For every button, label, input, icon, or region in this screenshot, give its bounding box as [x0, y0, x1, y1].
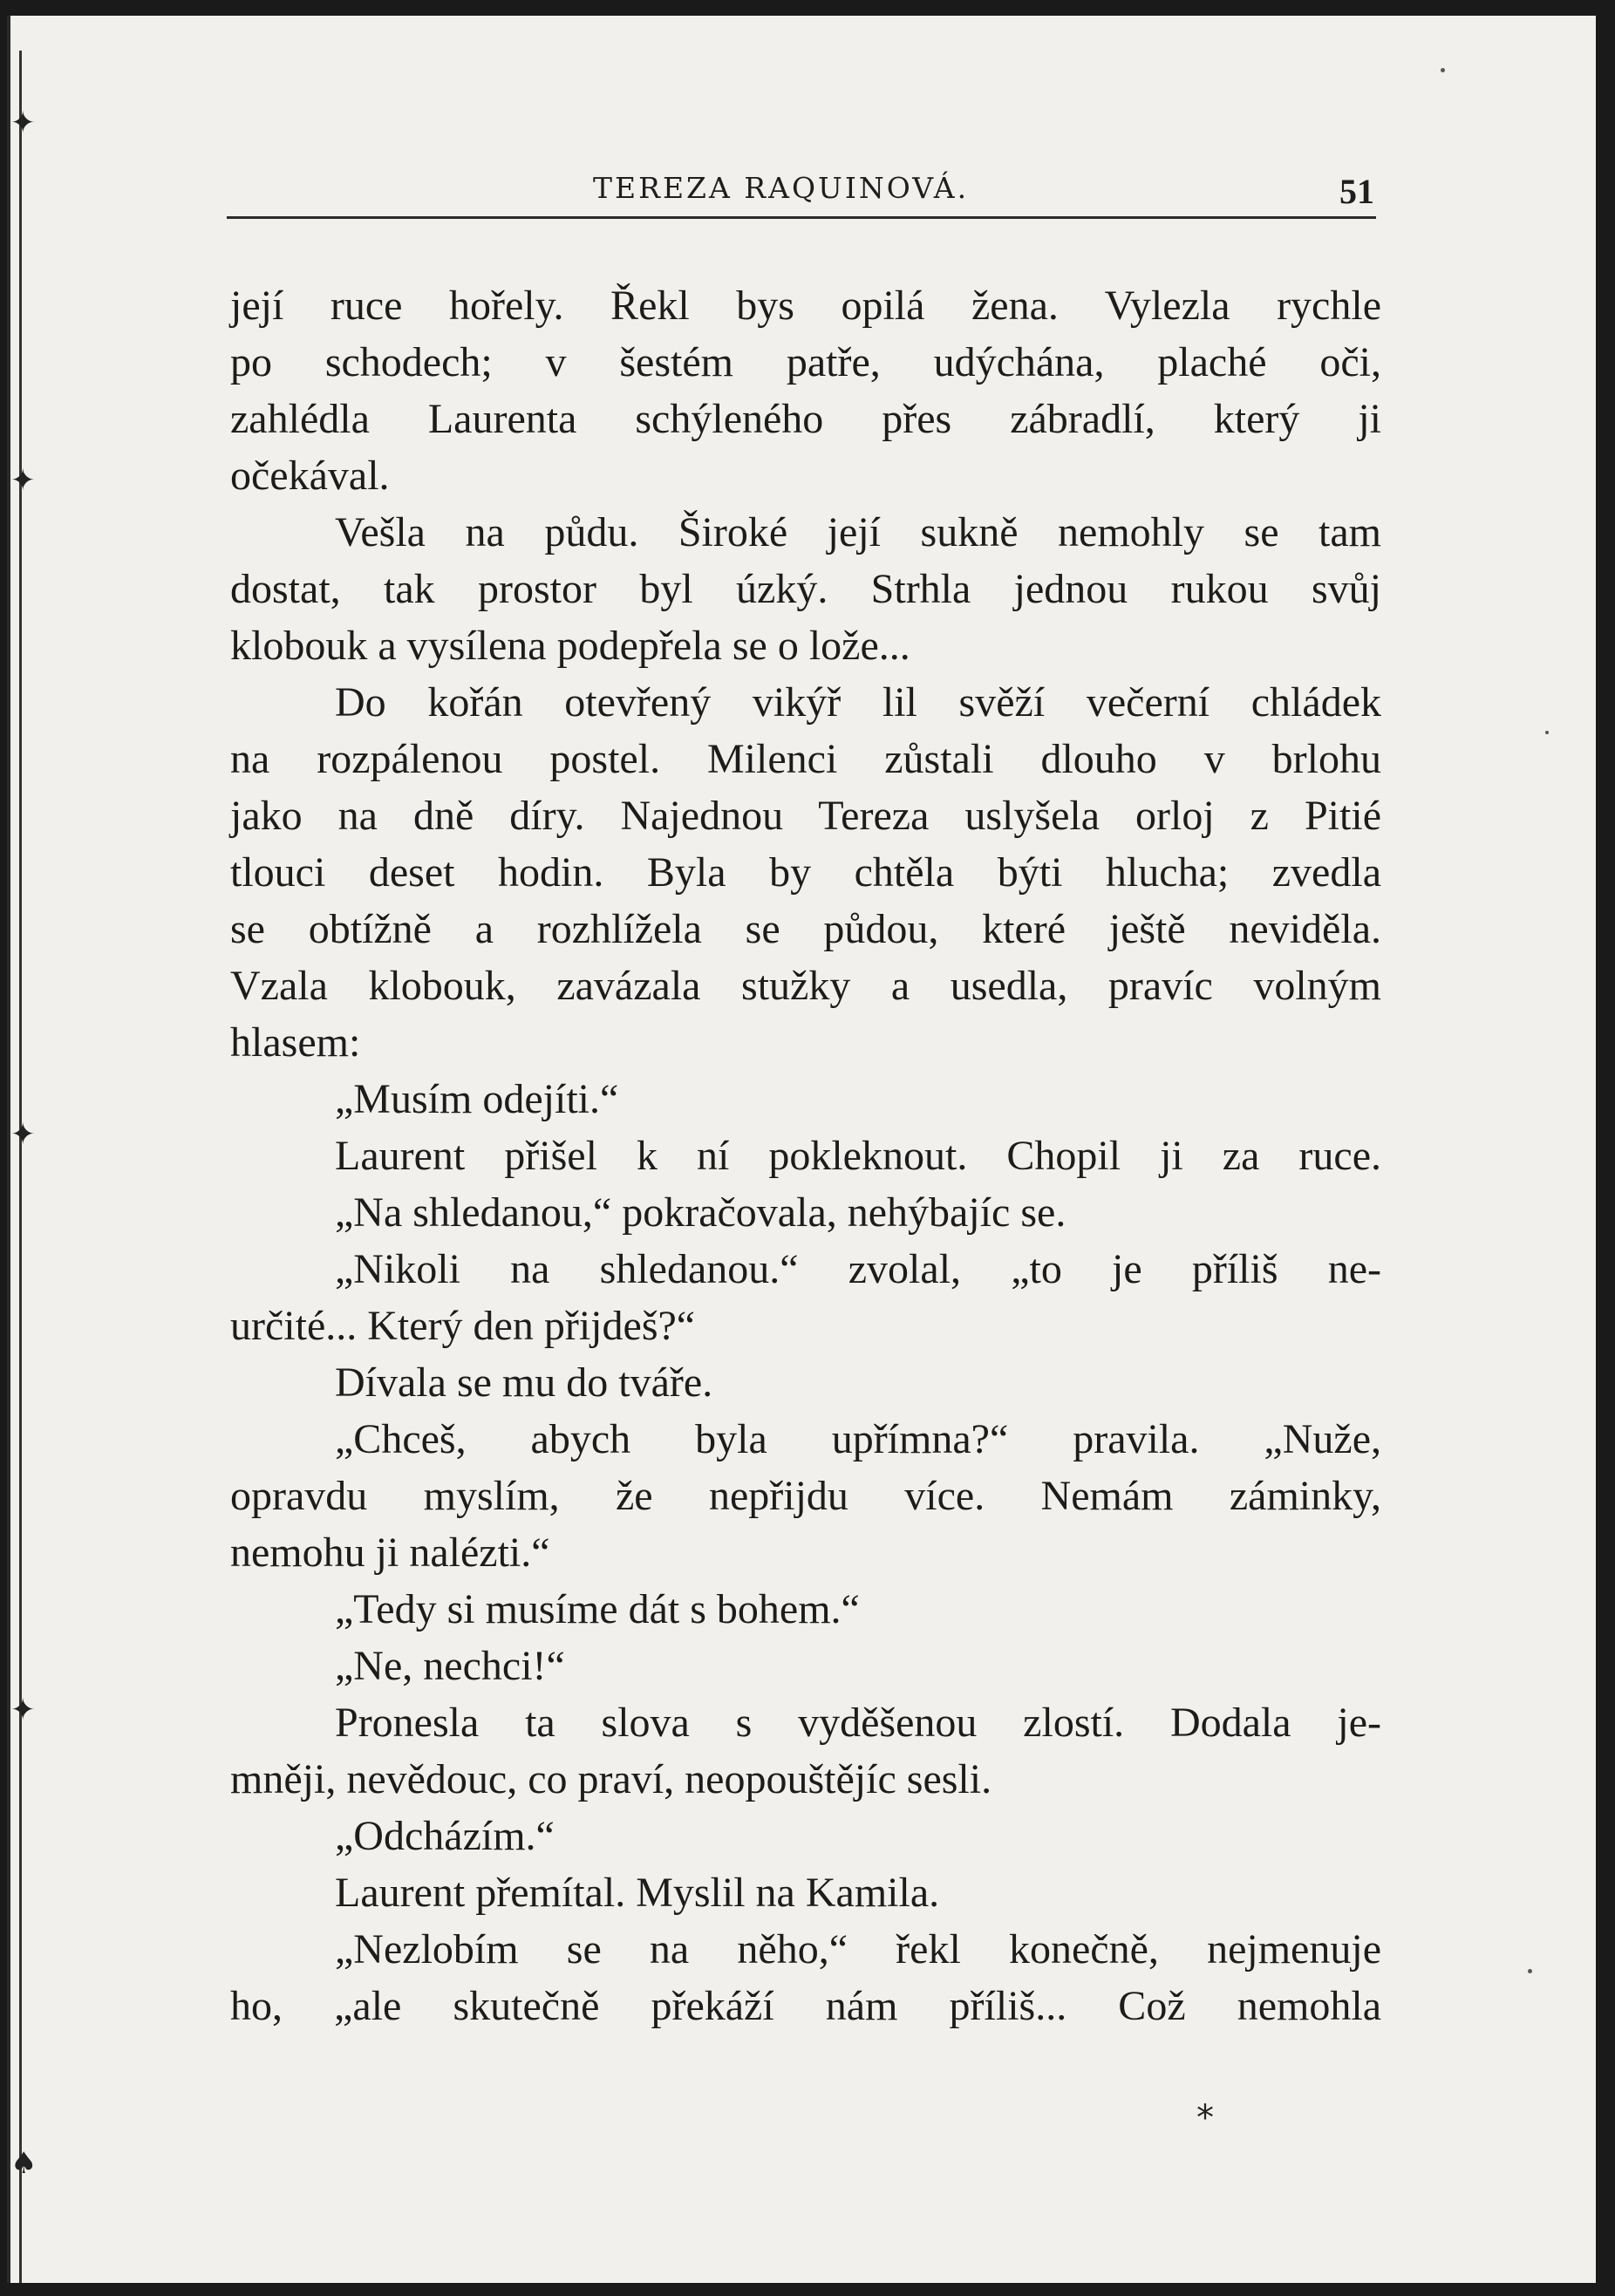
page-header: [227, 155, 1376, 219]
binding-thread-mark: ♠: [10, 2146, 37, 2181]
text-line: klobouk a vysílena podepřela se o lože...: [230, 623, 910, 669]
binding-edge: [19, 51, 22, 2283]
text-line: mněji, nevědouc, co praví, neopouštějíc sesli.: [230, 1756, 992, 1802]
text-line: Vešla na půdu. Široké její sukně nemohly se tam: [335, 509, 1381, 555]
text-line: Do kořán otevřený vikýř lil svěží večerní chládek: [335, 679, 1381, 726]
text-line: po schodech; v šestém patře, udýchána, plaché oči,: [230, 339, 1381, 385]
text-line: hlasem:: [230, 1019, 361, 1066]
text-line: „Nikoli na shledanou.“ zvolal, „to je příliš ne-: [335, 1246, 1381, 1292]
text-line: „Odcházím.“: [335, 1813, 555, 1859]
binding-thread-mark: ✦: [10, 1693, 36, 1727]
text-line: ho, „ale skutečně překáží nám příliš... Což nemohla: [230, 1983, 1381, 2029]
signature-mark: *: [1196, 2098, 1214, 2138]
binding-thread-mark: ✦: [10, 1117, 36, 1152]
text-line: „Nezlobím se na něho,“ řekl konečně, nejmenuje: [335, 1926, 1381, 1972]
text-line: „Chceš, abych byla upřímna?“ pravila. „Nuže,: [335, 1416, 1381, 1462]
text-line: Pronesla ta slova s vyděšenou zlostí. Dodala je-: [335, 1700, 1381, 1746]
page-number: 51: [1339, 172, 1374, 211]
text-line: Vzala klobouk, zavázala stužky a usedla, pravíc volným: [230, 963, 1381, 1009]
running-title: TEREZA RAQUINOVÁ.: [593, 171, 970, 205]
text-line: „Ne, nechci!“: [335, 1643, 565, 1689]
text-line: opravdu myslím, že nepřijdu více. Nemám záminky,: [230, 1473, 1381, 1519]
text-line: nemohu ji nalézti.“: [230, 1530, 550, 1576]
text-line: dostat, tak prostor byl úzký. Strhla jednou rukou svůj: [230, 566, 1381, 612]
text-line: „Tedy si musíme dát s bohem.“: [335, 1586, 860, 1632]
binding-thread-mark: ✦: [10, 106, 36, 140]
text-line: na rozpálenou postel. Milenci zůstali dlouho v brlohu: [230, 736, 1381, 782]
book-page: [7, 16, 1596, 2283]
text-line: Laurent přišel k ní pokleknout. Chopil ji za ruce.: [335, 1133, 1381, 1179]
binding-thread-mark: ✦: [10, 463, 36, 498]
text-line: určité... Který den přijdeš?“: [230, 1303, 696, 1349]
text-line: jako na dně díry. Najednou Tereza uslyšela orloj z Pitié: [230, 793, 1381, 839]
text-line: se obtížně a rozhlížela se půdou, které ještě neviděla.: [230, 906, 1381, 952]
text-line: Dívala se mu do tváře.: [335, 1359, 713, 1406]
text-line: její ruce hořely. Řekl bys opilá žena. Vylezla rychle: [230, 283, 1381, 329]
text-line: očekával.: [230, 453, 390, 499]
paper-speckle: [1528, 1969, 1532, 1973]
paper-speckle: [1545, 731, 1549, 734]
paper-speckle: [1441, 68, 1445, 72]
text-line: tlouci deset hodin. Byla by chtěla býti hlucha; zvedla: [230, 849, 1381, 896]
text-line: zahlédla Laurenta schýleného přes zábradlí, který ji: [230, 396, 1381, 442]
body-text: [230, 277, 1381, 2034]
text-line: „Na shledanou,“ pokračovala, nehýbajíc se.: [335, 1189, 1066, 1236]
text-line: Laurent přemítal. Myslil na Kamila.: [335, 1870, 940, 1916]
text-line: „Musím odejíti.“: [335, 1076, 619, 1122]
